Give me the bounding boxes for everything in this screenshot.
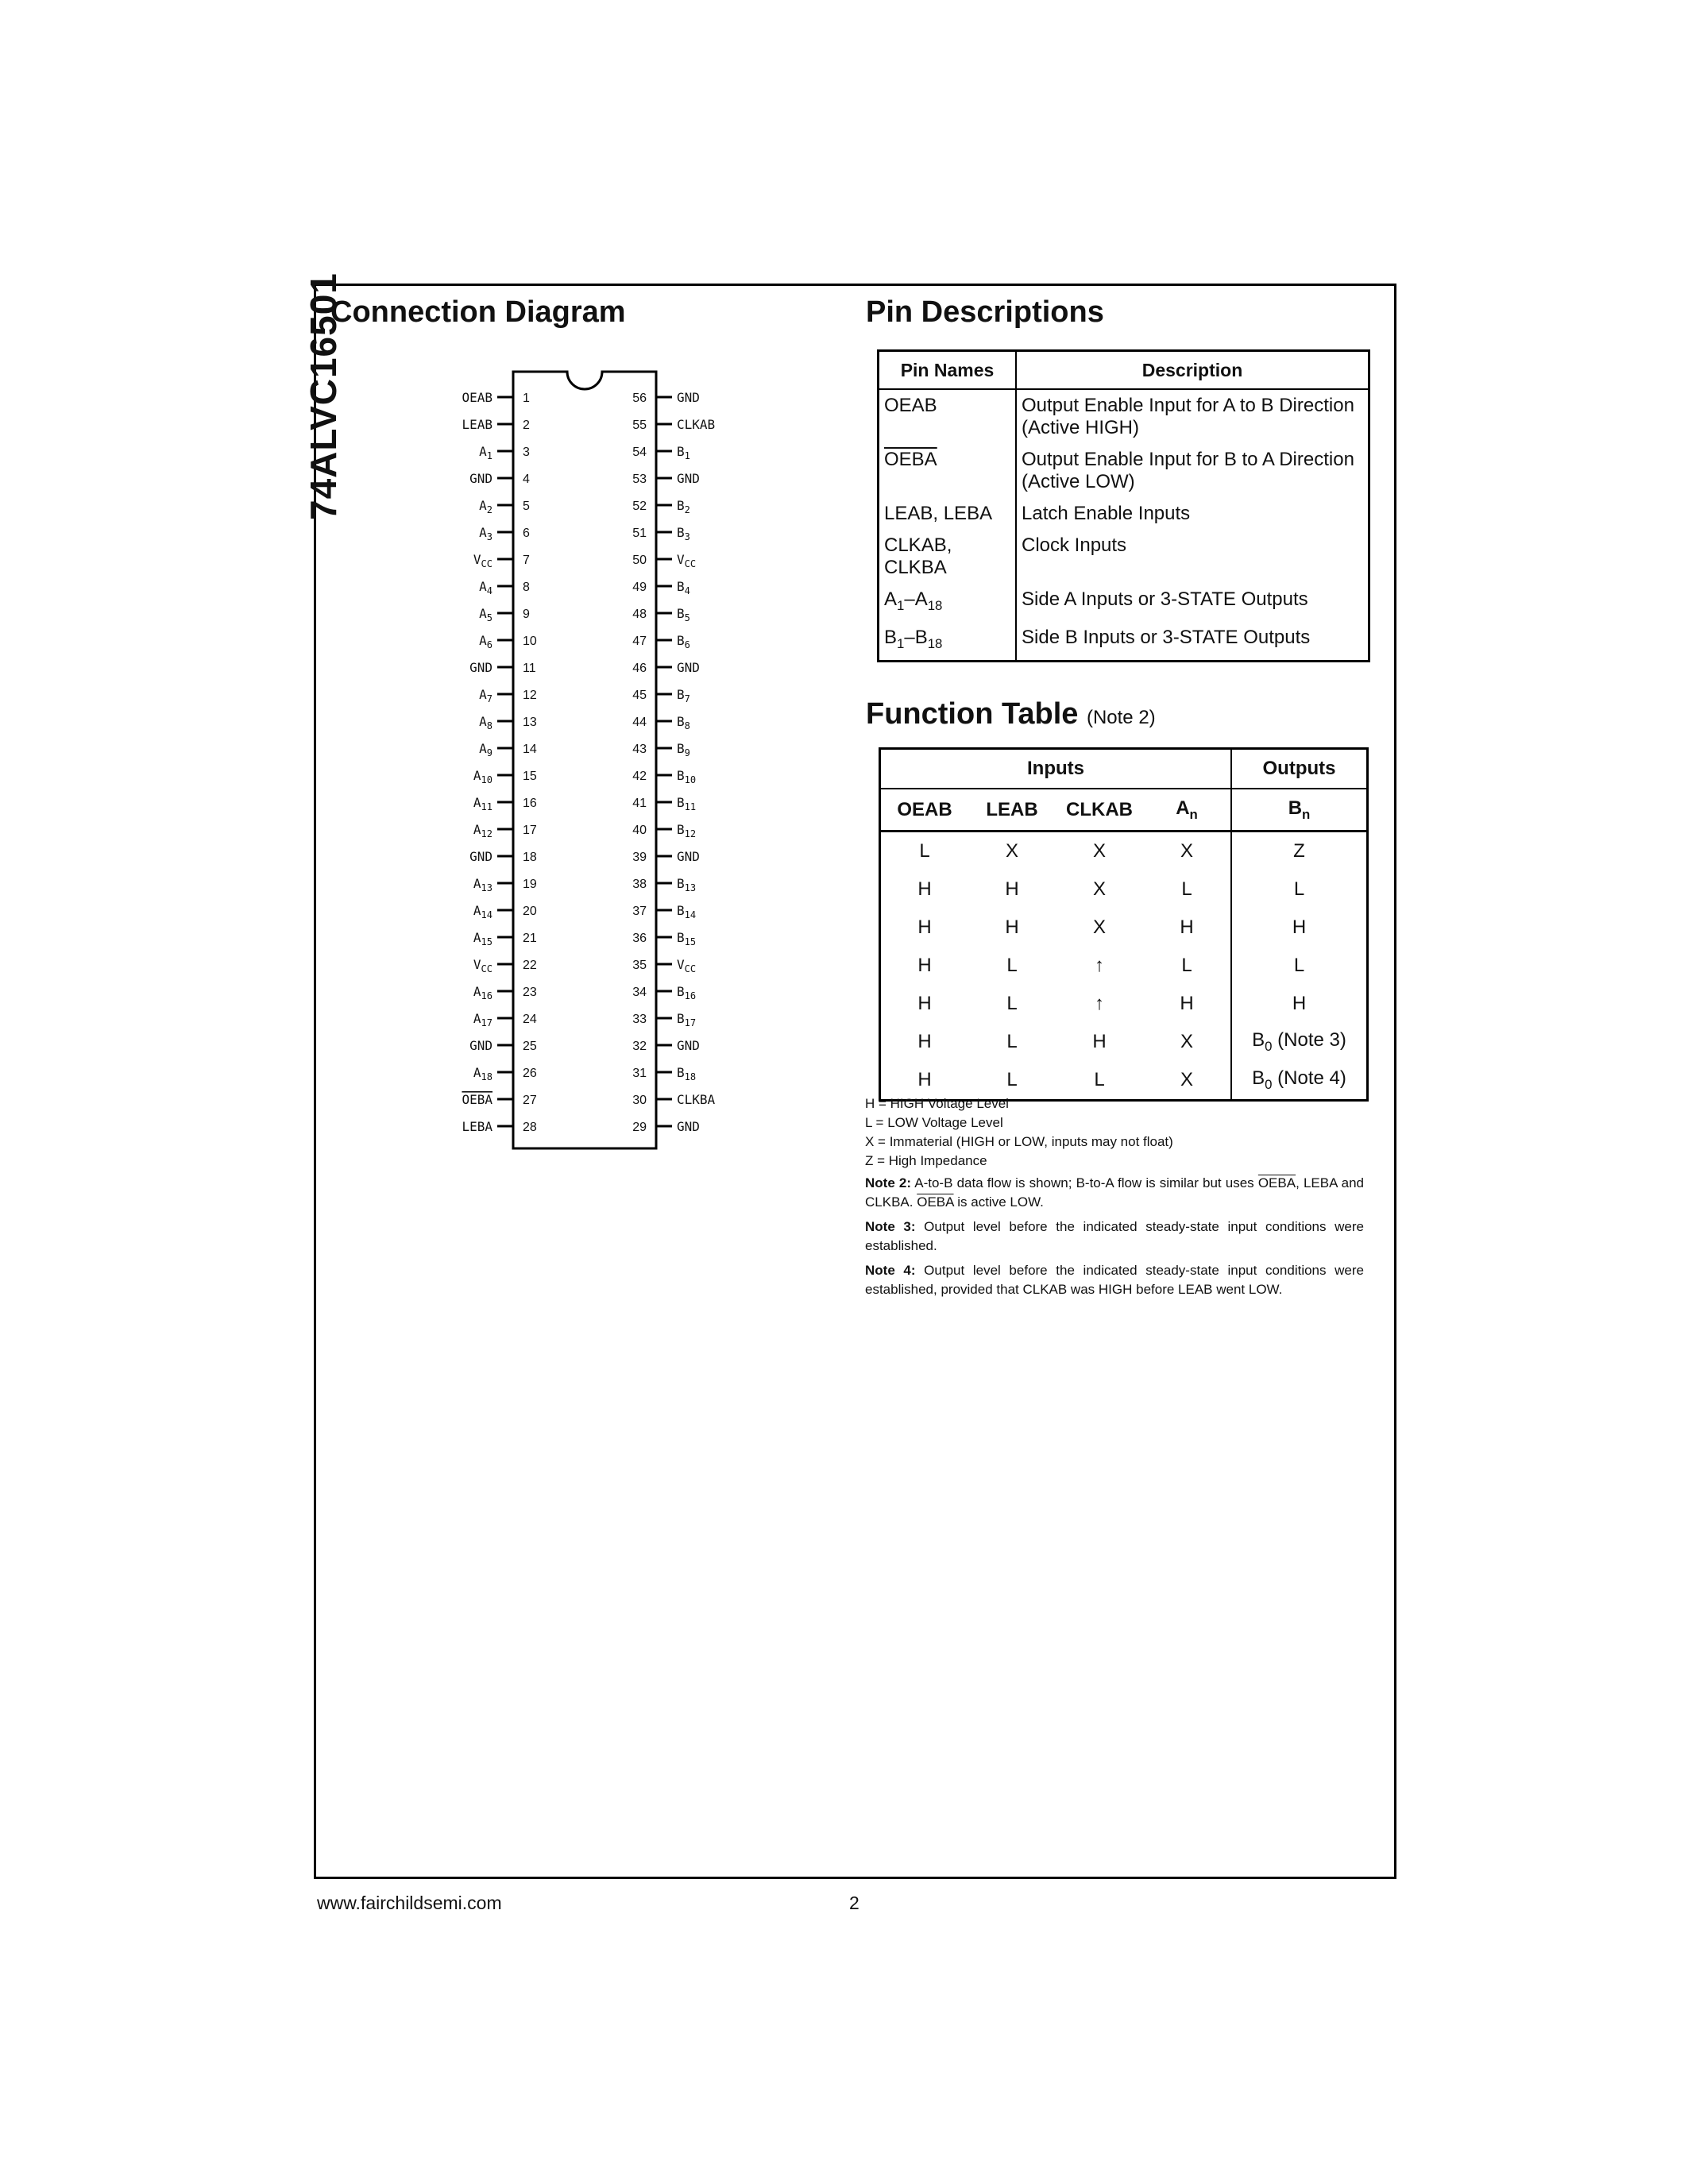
oeab-cell: L [919, 840, 930, 862]
part-number: 74ALVC16501 [303, 272, 344, 520]
pin-label: $A_{12}$ [473, 822, 492, 839]
pin-description: Output Enable Input for B to A Direction (Active LOW) [1022, 449, 1354, 492]
table-row [879, 584, 1369, 622]
pin-number: 36 [632, 932, 647, 945]
pin-label: GND [469, 471, 492, 486]
bn-cell: L [1231, 947, 1368, 985]
table-row [879, 498, 1369, 530]
pin-label: $A_{14}$ [473, 903, 492, 920]
pin-label: $A_{10}$ [473, 768, 492, 785]
pin-label: $V_{CC}$ [677, 957, 697, 974]
table-row [880, 909, 1368, 947]
pin-number: 16 [523, 797, 537, 810]
leab-cell: L [1006, 993, 1018, 1014]
bn-cell: Z [1231, 832, 1368, 871]
pin-label: $A_{13}$ [473, 876, 492, 893]
pin-number: 43 [632, 743, 647, 756]
pin-label: $V_{CC}$ [473, 957, 492, 974]
pin-number: 7 [523, 554, 530, 567]
pin-label: GND [469, 849, 492, 864]
pin-description: Latch Enable Inputs [1022, 503, 1191, 524]
note-4: Note 4: Output level before the indicated steady-state input conditions were established, provided that CLKAB was HIGH before LEAB went LOW. [865, 1263, 1364, 1297]
pin-number: 38 [632, 878, 647, 891]
pin-label: $B_{13}$ [677, 876, 697, 893]
pin-number: 8 [523, 581, 530, 594]
function-table [879, 747, 1369, 1102]
function-table-title: Function Table (Note 2) [866, 697, 1156, 731]
clkab-cell: ↑ [1095, 955, 1104, 976]
pin-label: $B_9$ [677, 741, 690, 758]
pin-label: $A_{11}$ [473, 795, 492, 812]
pin-number: 18 [523, 851, 537, 864]
bn-cell: H [1231, 909, 1368, 947]
pin-label: OEAB [462, 390, 492, 405]
pin-label: $A_6$ [479, 633, 492, 650]
pin-description: Output Enable Input for A to B Direction (Active HIGH) [1022, 395, 1354, 438]
ic-pinout-diagram [429, 365, 778, 1158]
pin-number: 19 [523, 878, 537, 891]
pin-number: 32 [632, 1040, 647, 1053]
pin-number: 29 [632, 1121, 647, 1134]
pin-number: 34 [632, 986, 647, 999]
oeab-column-header: OEAB [880, 789, 969, 832]
pin-number: 56 [632, 392, 647, 405]
clkab-cell: H [1092, 1031, 1107, 1052]
pin-number: 2 [523, 419, 530, 432]
legend-item: L = LOW Voltage Level [865, 1115, 1003, 1130]
oeab-cell: H [917, 993, 932, 1014]
oeab-cell: H [917, 955, 932, 976]
pin-name: LEAB, LEBA [879, 498, 1017, 530]
pin-number: 21 [523, 932, 537, 945]
bn-column-header: $B_n$ [1231, 789, 1368, 832]
pin-label: CLKBA [677, 1092, 716, 1107]
pin-number: 24 [523, 1013, 537, 1026]
pin-number: 23 [523, 986, 537, 999]
pin-number: 53 [632, 473, 647, 486]
pin-label: OEBA [462, 1092, 492, 1107]
pin-number: 14 [523, 743, 537, 756]
pin-label: $B_{14}$ [677, 903, 697, 920]
pin-label: $V_{CC}$ [677, 552, 697, 569]
pin-number: 35 [632, 959, 647, 972]
leab-cell: L [1006, 1031, 1018, 1052]
pin-number: 45 [632, 689, 647, 702]
function-table-legend [865, 1094, 1365, 1171]
clkab-cell: X [1092, 916, 1106, 938]
table-row [880, 832, 1368, 871]
table-row [879, 444, 1369, 498]
pin-number: 39 [632, 851, 647, 864]
legend-item: H = HIGH Voltage Level [865, 1096, 1009, 1111]
pin-label: $A_{18}$ [473, 1065, 492, 1082]
pin-label: $A_{15}$ [473, 930, 492, 947]
pin-number: 46 [632, 662, 647, 675]
pin-number: 1 [523, 392, 530, 405]
pin-label: GND [677, 1119, 700, 1134]
pin-number: 44 [632, 716, 647, 729]
pin-name: CLKAB, CLKBA [879, 530, 1017, 584]
pin-number: 40 [632, 824, 647, 837]
pin-label: $B_2$ [677, 498, 690, 515]
pin-number: 27 [523, 1094, 537, 1107]
bn-cell: H [1231, 985, 1368, 1023]
table-row [879, 622, 1369, 661]
pin-number: 49 [632, 581, 647, 594]
table-row [880, 947, 1368, 985]
pin-label: $B_6$ [677, 633, 690, 650]
clkab-cell: ↑ [1095, 993, 1104, 1014]
table-row [879, 389, 1369, 444]
pin-number: 20 [523, 905, 537, 918]
oeab-cell: H [917, 916, 932, 938]
connection-diagram-title: Connection Diagram [330, 295, 626, 329]
pin-number: 52 [632, 500, 647, 513]
pin-number: 5 [523, 500, 530, 513]
pin-label: GND [677, 849, 700, 864]
note-2: Note 2: A-to-B data flow is shown; B-to-A flow is similar but uses OEBA, LEBA and CLKBA. OEBA is active LOW. [865, 1175, 1364, 1210]
pin-number: 47 [632, 635, 647, 648]
pin-label: $B_5$ [677, 606, 690, 623]
pin-label: $B_4$ [677, 579, 690, 596]
pin-label: $B_{10}$ [677, 768, 697, 785]
pin-label: GND [469, 660, 492, 675]
outputs-header: Outputs [1231, 749, 1368, 789]
bn-cell: L [1231, 870, 1368, 909]
ic-outline [513, 372, 656, 1148]
pin-label: $B_3$ [677, 525, 690, 542]
pin-descriptions-title: Pin Descriptions [866, 295, 1104, 329]
pin-number: 41 [632, 797, 647, 810]
legend-item: X = Immaterial (HIGH or LOW, inputs may not float) [865, 1134, 1173, 1149]
pin-label: LEBA [462, 1119, 492, 1134]
pin-name: OEBA [884, 449, 937, 470]
pin-number: 15 [523, 770, 537, 783]
pin-number: 25 [523, 1040, 537, 1053]
pin-number: 28 [523, 1121, 537, 1134]
pin-label: $A_1$ [479, 444, 492, 461]
pin-number: 6 [523, 527, 530, 540]
pin-label: $A_5$ [479, 606, 492, 623]
right-pins [632, 390, 715, 1134]
oeab-cell: H [917, 878, 932, 900]
pin-label: $B_{16}$ [677, 984, 697, 1001]
clkab-cell: X [1092, 840, 1106, 862]
pin-label: $A_4$ [479, 579, 492, 596]
pin-label: $B_1$ [677, 444, 690, 461]
pin-label: $V_{CC}$ [473, 552, 492, 569]
table-row [879, 530, 1369, 584]
pin-number: 9 [523, 608, 530, 621]
an-cell: X [1180, 1031, 1193, 1052]
pin-name: $A_1-A_{18}$ [879, 584, 1017, 622]
bn-cell: $B_0$ (Note 3) [1231, 1023, 1368, 1061]
table-row [880, 985, 1368, 1023]
notes-section [865, 1174, 1364, 1305]
oeab-cell: H [917, 1031, 932, 1052]
pin-label: $A_3$ [479, 525, 492, 542]
pin-number: 42 [632, 770, 647, 783]
leab-cell: L [1006, 955, 1018, 976]
pin-label: GND [677, 471, 700, 486]
pin-description: Side B Inputs or 3-STATE Outputs [1022, 626, 1311, 648]
footer-url: www.fairchildsemi.com [317, 1893, 502, 1913]
pin-description: Clock Inputs [1022, 534, 1127, 556]
pin-number: 54 [632, 446, 647, 459]
pin-label: $B_8$ [677, 714, 690, 731]
pin-label: $B_{11}$ [677, 795, 697, 812]
function-table-body [880, 832, 1368, 1101]
an-cell: H [1180, 916, 1194, 938]
pin-number: 17 [523, 824, 537, 837]
an-cell: H [1180, 993, 1194, 1014]
pin-label: $A_2$ [479, 498, 492, 515]
pin-number: 3 [523, 446, 530, 459]
pin-label: $A_{16}$ [473, 984, 492, 1001]
leab-cell: H [1005, 916, 1019, 938]
pin-number: 51 [632, 527, 647, 540]
legend-item: Z = High Impedance [865, 1153, 987, 1168]
an-cell: X [1180, 840, 1193, 862]
ic-body [513, 372, 656, 1148]
pin-label: GND [469, 1038, 492, 1053]
pin-number: 13 [523, 716, 537, 729]
inputs-header: Inputs [880, 749, 1232, 789]
pin-label: $B_{18}$ [677, 1065, 697, 1082]
pin-number: 48 [632, 608, 647, 621]
pin-number: 26 [523, 1067, 537, 1080]
pin-number: 10 [523, 635, 537, 648]
bn-cell: $B_0$ (Note 4) [1231, 1061, 1368, 1101]
pin-number: 12 [523, 689, 537, 702]
table-row [880, 1023, 1368, 1061]
pin-label: LEAB [462, 417, 492, 432]
footer-page-number: 2 [849, 1893, 859, 1913]
an-cell: L [1181, 955, 1192, 976]
pin-names-header: Pin Names [879, 351, 1017, 390]
pin-label: $B_{17}$ [677, 1011, 697, 1028]
pin-label: $B_7$ [677, 687, 690, 704]
pin-description: Side A Inputs or 3-STATE Outputs [1022, 588, 1308, 610]
leab-cell: H [1005, 878, 1019, 900]
clkab-cell: L [1094, 1069, 1105, 1090]
pin-label: $B_{15}$ [677, 930, 697, 947]
pin-descriptions-table [877, 349, 1370, 662]
pin-name: $B_1-B_{18}$ [879, 622, 1017, 661]
pin-name: OEAB [879, 389, 1017, 444]
pin-label: GND [677, 390, 700, 405]
left-pins [462, 390, 536, 1134]
pin-number: 55 [632, 419, 647, 432]
clkab-cell: X [1092, 878, 1106, 900]
pin-label: $A_7$ [479, 687, 492, 704]
leab-column-header: LEAB [968, 789, 1056, 832]
pin-label: $A_{17}$ [473, 1011, 492, 1028]
clkab-column-header: CLKAB [1056, 789, 1143, 832]
pin-label: GND [677, 660, 700, 675]
oeab-cell: H [917, 1069, 932, 1090]
pin-number: 11 [523, 662, 536, 675]
table-row [880, 870, 1368, 909]
pin-label: GND [677, 1038, 700, 1053]
an-column-header: $A_n$ [1143, 789, 1231, 832]
pin-label: $A_9$ [479, 741, 492, 758]
pin-label: CLKAB [677, 417, 716, 432]
pin-number: 4 [523, 473, 530, 486]
an-cell: X [1180, 1069, 1193, 1090]
pin-number: 37 [632, 905, 647, 918]
an-cell: L [1181, 878, 1192, 900]
leab-cell: X [1005, 840, 1018, 862]
pin-label: $B_{12}$ [677, 822, 697, 839]
pin-number: 30 [632, 1094, 647, 1107]
description-header: Description [1016, 351, 1369, 390]
note-3: Note 3: Output level before the indicated steady-state input conditions were established. [865, 1219, 1364, 1253]
function-table-note-ref: (Note 2) [1086, 707, 1156, 728]
leab-cell: L [1006, 1069, 1018, 1090]
pin-number: 50 [632, 554, 647, 567]
pin-number: 33 [632, 1013, 647, 1026]
pin-number: 31 [632, 1067, 647, 1080]
pin-label: $A_8$ [479, 714, 492, 731]
pin-number: 22 [523, 959, 537, 972]
